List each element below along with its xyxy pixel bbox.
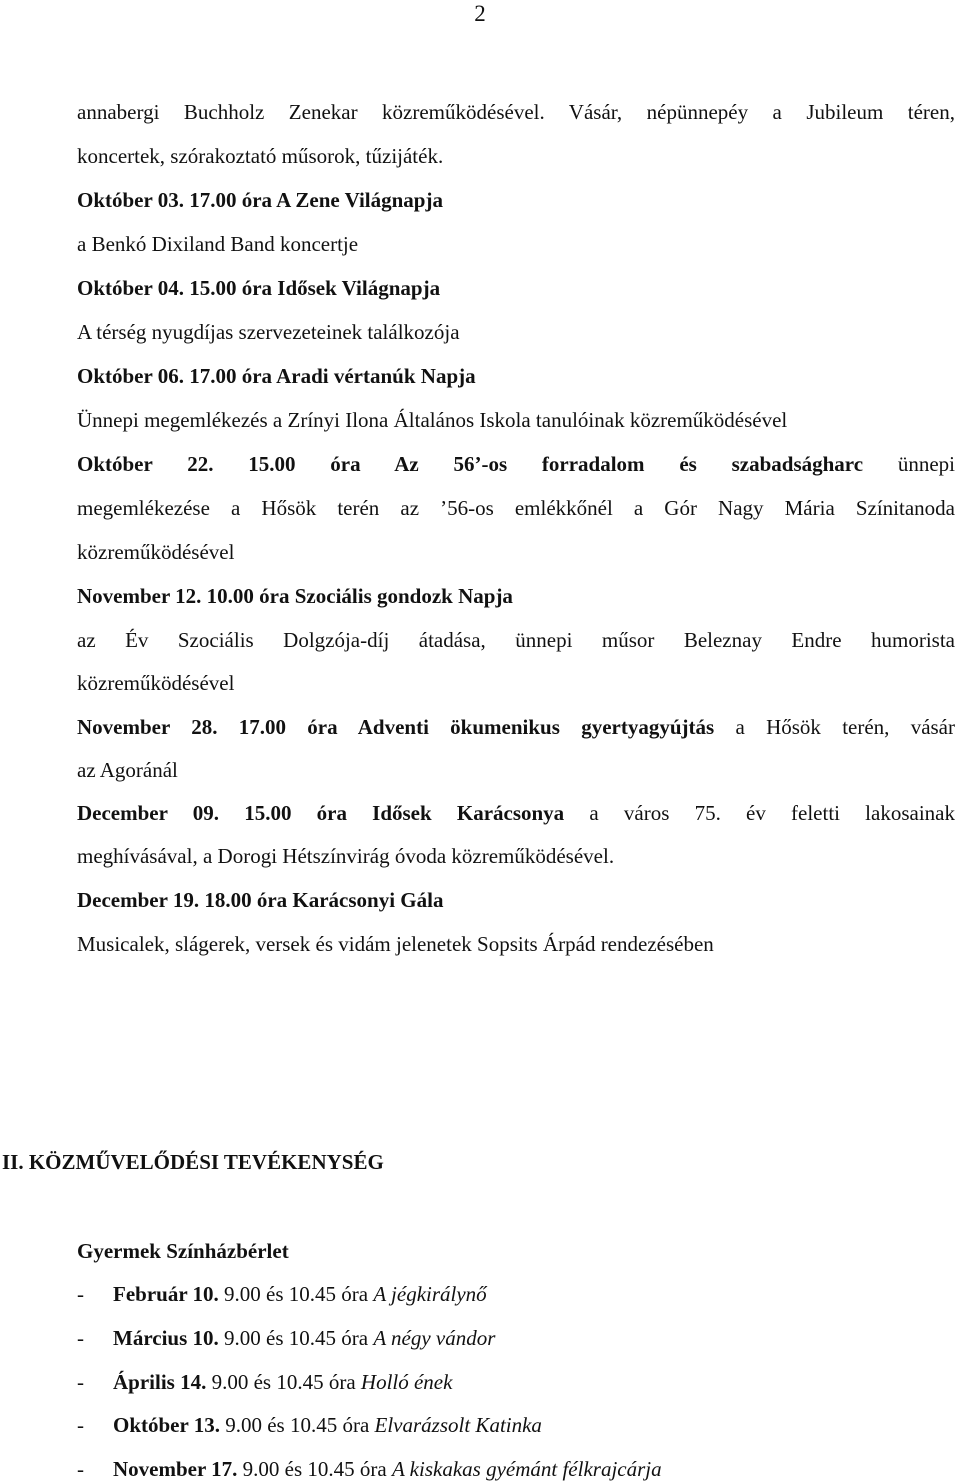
event-heading: November 28. 17.00 óra Adventi ökumenikus gyertyagyújtás a Hősök terén, vásár (77, 715, 956, 739)
subsection-title: Gyermek Színházbérlet (77, 1239, 289, 1263)
text-line: a Benkó Dixiland Band koncertje (77, 232, 359, 256)
text-line: közreműködésével (77, 671, 235, 695)
event-heading: Október 22. 15.00 óra Az 56’-os forradalom és szabadságharc ünnepi (77, 452, 956, 476)
text-line: annabergi Buchholz Zenekar közreműködésével. Vásár, népünnepéy a Jubileum téren, (77, 100, 955, 124)
event-heading: Október 06. 17.00 óra Aradi vértanúk Napja (77, 364, 476, 388)
list-item: - Március 10. 9.00 és 10.45 óra A négy vándor (77, 1326, 496, 1350)
page-number: 2 (474, 1, 486, 26)
text-line: közreműködésével (77, 540, 235, 564)
text-line: A térség nyugdíjas szervezeteinek találkozója (77, 320, 460, 344)
section-title: II. KÖZMŰVELŐDÉSI TEVÉKENYSÉG (2, 1150, 384, 1174)
list-item: - November 17. 9.00 és 10.45 óra A kiskakas gyémánt félkrajcárja (77, 1457, 662, 1481)
text-line: meghívásával, a Dorogi Hétszínvirág óvoda közreműködésével. (77, 844, 615, 868)
text-line: Musicalek, slágerek, versek és vidám jelenetek Sopsits Árpád rendezésében (77, 932, 714, 956)
event-heading: December 19. 18.00 óra Karácsonyi Gála (77, 888, 444, 912)
list-item: - Február 10. 9.00 és 10.45 óra A jégkirálynő (77, 1282, 487, 1306)
event-heading: Október 03. 17.00 óra A Zene Világnapja (77, 188, 443, 212)
text-line: az Év Szociális Dolgzója-díj átadása, ünnepi műsor Beleznay Endre humorista (77, 628, 955, 652)
text-line: az Agoránál (77, 758, 178, 782)
text-line: Ünnepi megemlékezés a Zrínyi Ilona Általános Iskola tanulóinak közreműködésével (77, 408, 788, 432)
text-line: koncertek, szórakoztató műsorok, tűzijáték. (77, 144, 444, 168)
text-line: megemlékezése a Hősök terén az ’56-os emlékkőnél a Gór Nagy Mária Színitanoda (77, 496, 955, 520)
event-heading: Október 04. 15.00 óra Idősek Világnapja (77, 276, 441, 300)
event-heading: December 09. 15.00 óra Idősek Karácsonya a város 75. év feletti lakosainak (77, 801, 955, 825)
list-item: - Április 14. 9.00 és 10.45 óra Holló ének (77, 1370, 453, 1394)
list-item: - Október 13. 9.00 és 10.45 óra Elvarázsolt Katinka (77, 1413, 542, 1437)
event-heading: November 12. 10.00 óra Szociális gondozk Napja (77, 584, 513, 608)
